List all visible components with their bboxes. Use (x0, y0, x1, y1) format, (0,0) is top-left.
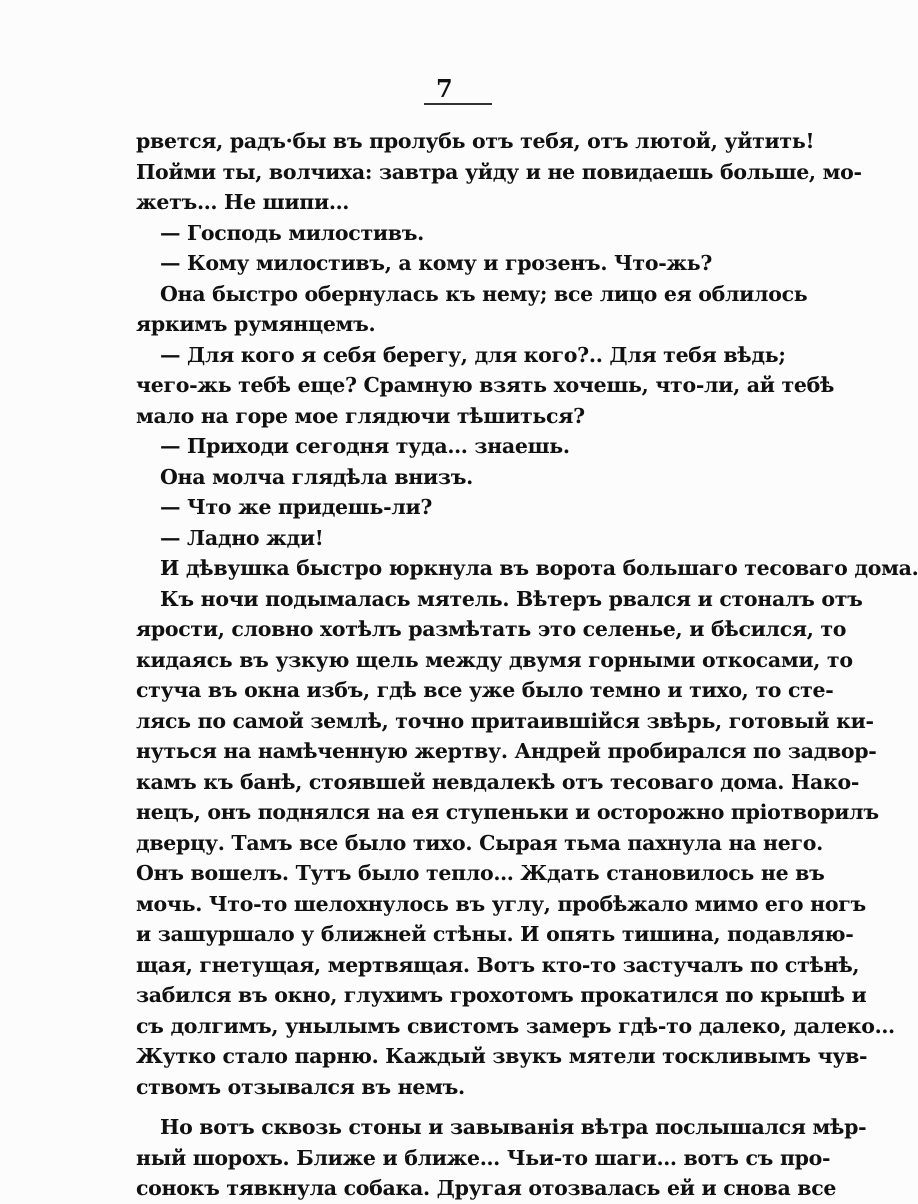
page-number: 7 (436, 74, 453, 103)
text-line: — Кому милостивъ, а кому и грозенъ. Что-жь? (160, 251, 713, 275)
text-line: Но вотъ сквозь стоны и завыванія вѣтра послышался мѣр- (160, 1115, 867, 1139)
text-line: жетъ… Не шипи… (136, 190, 350, 214)
text-line: щая, гнетущая, мертвящая. Вотъ кто-то застучалъ по стѣнѣ, (136, 952, 860, 977)
text-line: и зашуршало у ближней стѣны. И опять тишина, подавляю- (136, 922, 854, 946)
text-line: — Для кого я себя берегу, для кого?.. Для тебя вѣдь; (160, 342, 786, 367)
text-line: сонокъ тявкнула собака. Другая отозвалась ей и снова все (136, 1176, 837, 1200)
text-line: камъ къ банѣ, стоявшей невдалекѣ отъ тесоваго дома. Нако- (136, 769, 860, 794)
text-line: ярости, словно хотѣлъ размѣтать это селенье, и бѣсился, то (136, 617, 847, 641)
text-line: И дѣвушка быстро юркнула въ ворота большаго тесоваго дома. (160, 556, 918, 580)
text-line: Пойми ты, волчиха: завтра уйду и не повидаешь больше, мо- (136, 159, 862, 184)
text-line: Жутко стало парню. Каждый звукъ мятели тоскливымъ чув- (136, 1044, 868, 1068)
text-line: — Что же придешь-ли? (160, 495, 433, 519)
text-line: Онъ вошелъ. Тутъ было тепло… Ждать становилось не въ (136, 861, 825, 885)
text-line: нуться на намѣченную жертву. Андрей пробирался по задвор- (136, 739, 877, 763)
text-line: Она быстро обернулась къ нему; все лицо ея облилось (160, 281, 808, 306)
text-line: лясь по самой землѣ, точно притаившійся звѣрь, готовый ки- (136, 708, 874, 733)
text-line: рвется, радъ·бы въ пролубь отъ тебя, отъ лютой, уйтить! (136, 129, 815, 153)
text-line: съ долгимъ, унылымъ свистомъ замеръ гдѣ-то далеко, далеко… (136, 1013, 895, 1038)
text-line: ный шорохъ. Ближе и ближе… Чьи-то шаги… вотъ съ про- (136, 1145, 831, 1170)
text-line: кидаясь въ узкую щель между двумя горными откосами, то (136, 647, 853, 672)
paragraph-gap (160, 1102, 740, 1112)
text-line: нецъ, онъ поднялся на ея ступеньки и осторожно пріотворилъ (136, 800, 879, 824)
text-line: стуча въ окна избъ, гдѣ все уже было темно и тихо, то сте- (136, 678, 834, 702)
text-line: забился въ окно, глухимъ грохотомъ прокатился по крышѣ и (136, 983, 867, 1007)
text-line: — Ладно жди! (160, 525, 324, 550)
text-line: чего-жь тебѣ еще? Срамную взять хочешь, что-ли, ай тебѣ (136, 373, 835, 397)
text-line: Къ ночи подымалась мятель. Вѣтеръ рвался и стоналъ отъ (160, 586, 863, 611)
text-line: ствомъ отзывался въ немъ. (136, 1074, 465, 1099)
text-line: — Господь милостивъ. (160, 220, 424, 245)
text-line: мочь. Что-то шелохнулось въ углу, пробѣжало мимо его ногъ (136, 891, 866, 916)
text-line: — Приходи сегодня туда… знаешь. (160, 434, 570, 458)
header-rule (424, 103, 492, 105)
text-line: Она молча глядѣла внизъ. (160, 464, 473, 489)
text-line: дверцу. Тамъ все было тихо. Сырая тьма пахнула на него. (136, 830, 823, 855)
text-line: яркимъ румянцемъ. (136, 312, 376, 336)
body-text (136, 126, 918, 1204)
text-line: мало на горе мое глядючи тѣшиться? (136, 403, 585, 428)
